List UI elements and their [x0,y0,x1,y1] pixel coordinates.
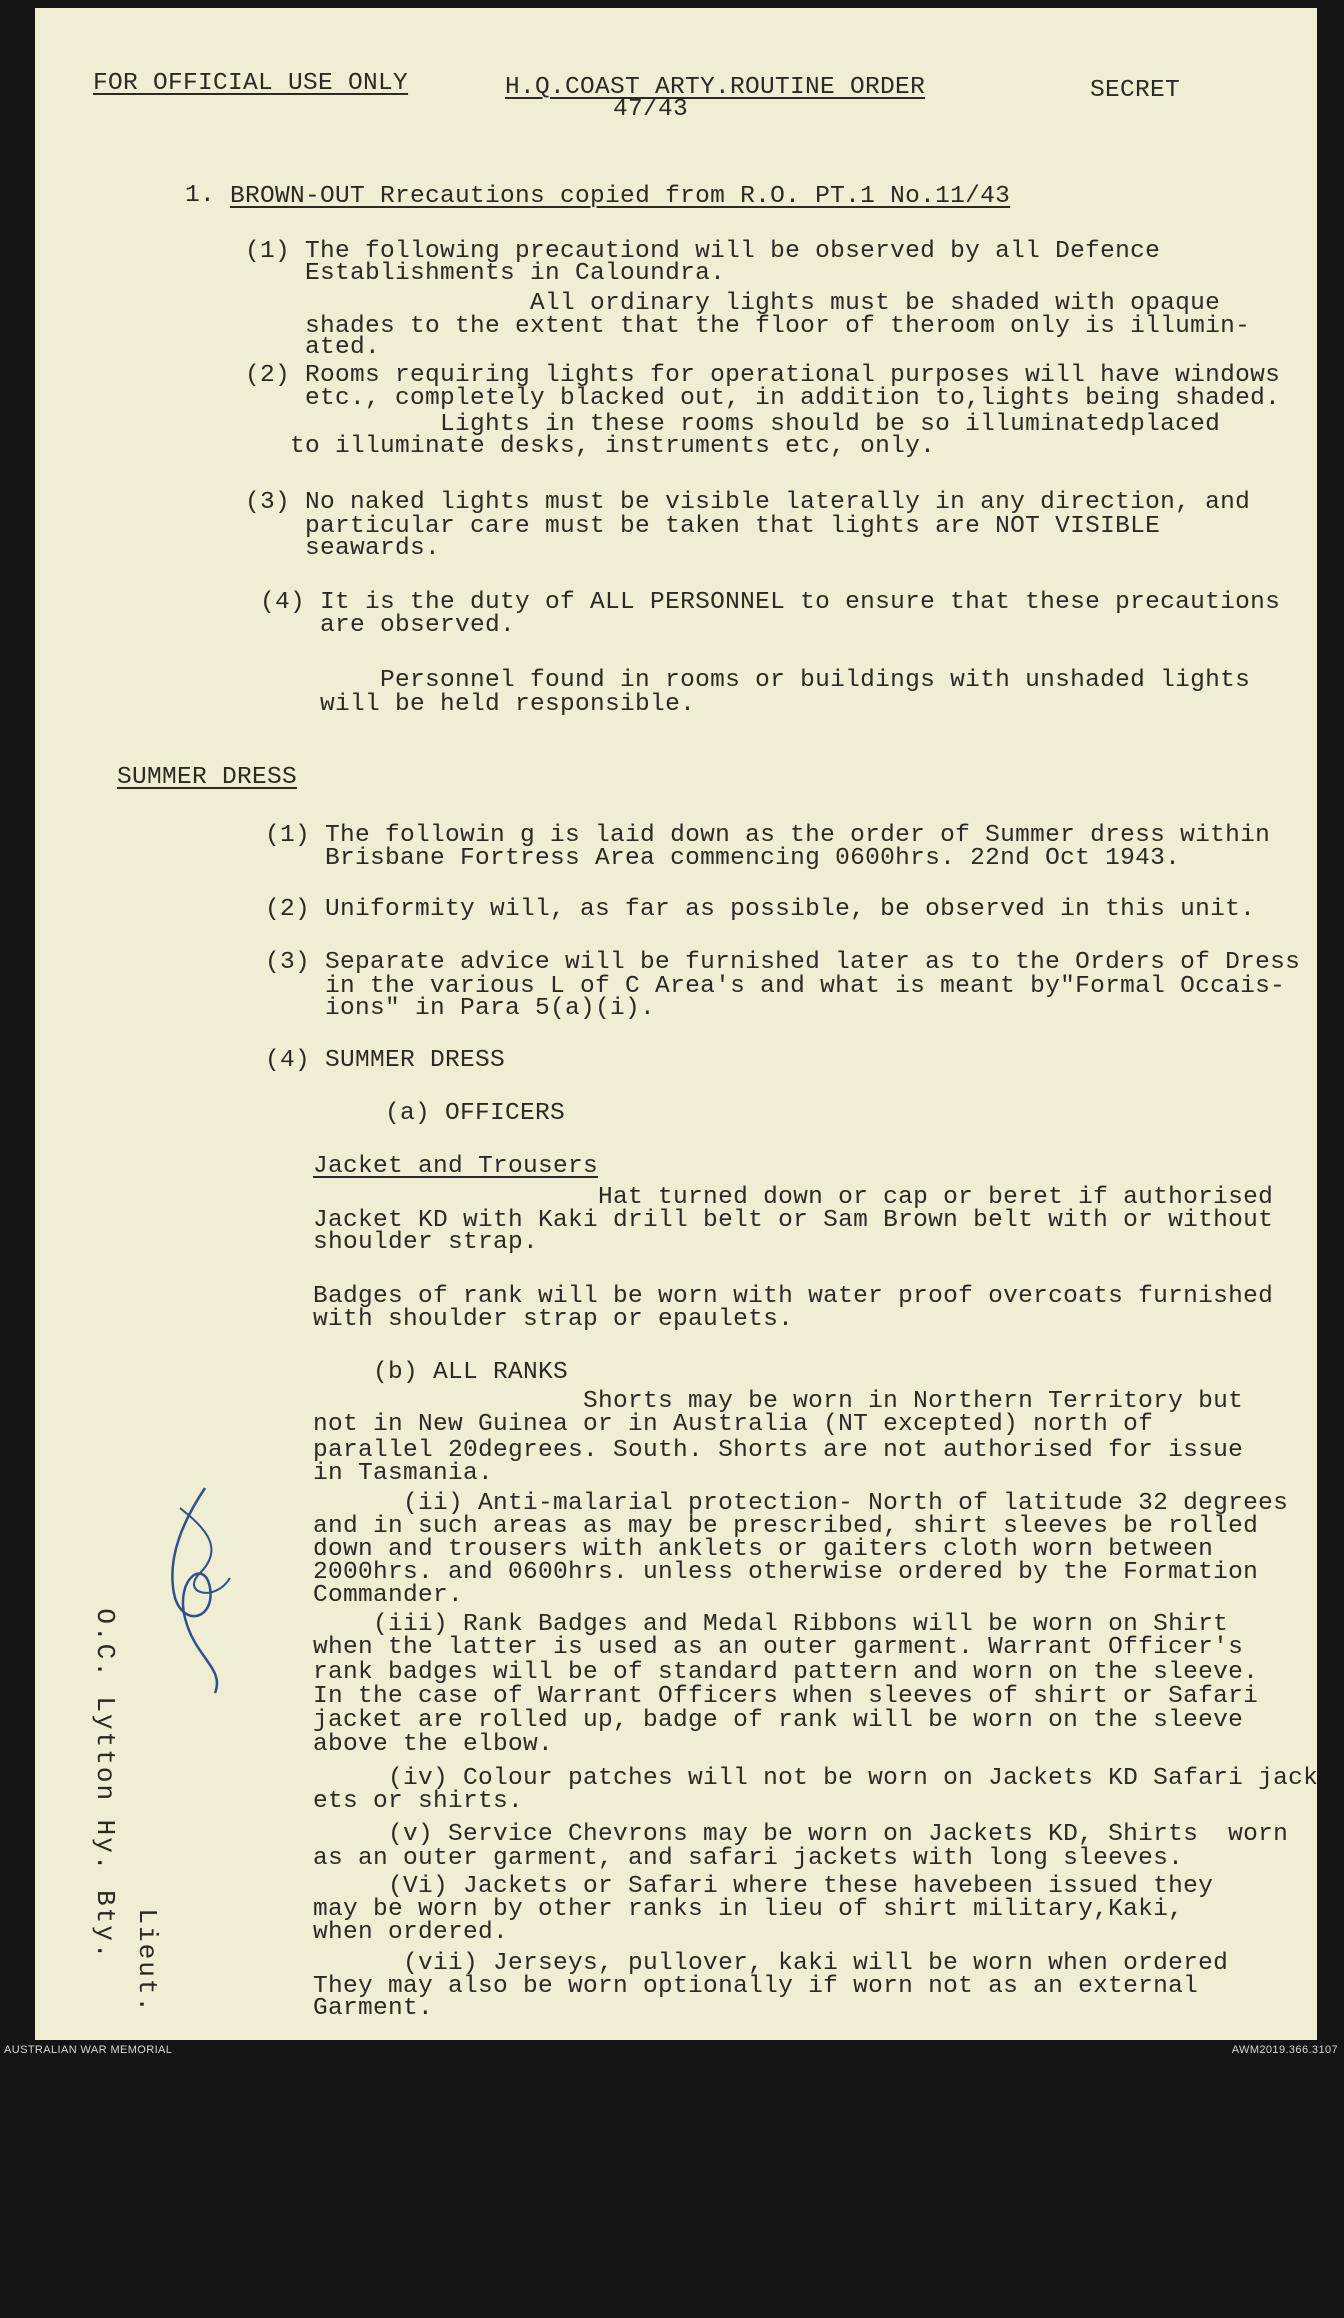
text-line: Garment. [313,1995,434,2022]
text-line: Establishments in Caloundra. [245,260,726,287]
text-line: when ordered. [313,1919,509,1946]
header-routine-order: H.Q.COAST ARTY.ROUTINE ORDER [505,74,926,101]
text-line: (3) Separate advice will be furnished later as to the Orders of Dress [265,949,1301,976]
text-line: etc., completely blacked out, in addition to,lights being shaded. [245,385,1281,412]
text-line: Lights in these rooms should be so illuminatedplaced [245,411,1221,438]
text-line: shoulder strap. [313,1229,539,1256]
text-line: are observed. [260,612,516,639]
text-line: seawards. [245,535,441,562]
text-line: (2) Uniformity will, as far as possible, be observed in this unit. [265,896,1256,923]
text-line: They may also be worn optionally if worn not as an external [313,1973,1199,2000]
text-line: with shoulder strap or epaulets. [313,1306,794,1333]
text-line: down and trousers with anklets or gaiters cloth worn between [313,1536,1214,1563]
document-page [35,8,1317,2040]
text-line: Hat turned down or cap or beret if authorised [313,1184,1274,1211]
text-line: Jacket KD with Kaki drill belt or Sam Brown belt with or without [313,1207,1274,1234]
text-line: In the case of Warrant Officers when sleeves of shirt or Safari [313,1683,1259,1710]
text-line: Badges of rank will be worn with water proof overcoats furnished [313,1283,1274,1310]
text-line: (iii) Rank Badges and Medal Ribbons will be worn on Shirt [313,1611,1229,1638]
signature-line: O.C. Lytton Hy. Bty. [90,1608,120,1961]
text-line: ets or shirts. [313,1788,524,1815]
section-title: BROWN-OUT Rrecautions copied from R.O. PT.1 No.11/43 [230,183,1011,210]
text-line: Commander. [313,1582,464,1609]
text-line: (1) The followin g is laid down as the order of Summer dress within [265,822,1271,849]
text-line: ated. [245,334,381,361]
header-secret: SECRET [1090,77,1181,104]
subsection-officers: (a) OFFICERS [265,1100,566,1127]
text-line: (v) Service Chevrons may be worn on Jackets KD, Shirts worn [313,1821,1289,1848]
text-line: 2000hrs. and 0600hrs. unless otherwise ordered by the Formation [313,1559,1259,1586]
subsection-summer-dress: (4) SUMMER DRESS [265,1047,506,1074]
footer-accession: AWM2019.366.3107 [1231,2044,1338,2056]
text-line: in Tasmania. [313,1460,494,1487]
text-line: rank badges will be of standard pattern and worn on the sleeve. [313,1659,1259,1686]
text-line: Brisbane Fortress Area commencing 0600hrs. 22nd Oct 1943. [265,845,1181,872]
text-line: parallel 20degrees. South. Shorts are not authorised for issue [313,1437,1244,1464]
jacket-trousers-heading: Jacket and Trousers [313,1153,599,1180]
text-line: (3) No naked lights must be visible laterally in any direction, and [245,489,1251,516]
footer-source: AUSTRALIAN WAR MEMORIAL [4,2044,173,2056]
subsection-all-ranks: (b) ALL RANKS [313,1359,569,1386]
text-line: as an outer garment, and safari jackets with long sleeves. [313,1845,1184,1872]
text-line: not in New Guinea or in Australia (NT excepted) north of [313,1411,1154,1438]
text-line: shades to the extent that the floor of theroom only is illumin- [245,313,1251,340]
signature-rank-vertical [132,1838,192,2318]
text-line: (Vi) Jackets or Safari where these havebeen issued they [313,1873,1214,1900]
signature-rank: Lieut. [132,1908,162,2015]
text-line: All ordinary lights must be shaded with opaque [245,290,1221,317]
header-order-number: 47/43 [613,96,689,123]
text-line: in the various L of C Area's and what is meant by"Formal Occais- [265,973,1286,1000]
text-line: (iv) Colour patches will not be worn on Jackets KD Safari jack [313,1765,1319,1792]
text-line: Shorts may be worn in Northern Territory but [313,1388,1244,1415]
text-line: (ii) Anti-malarial protection- North of latitude 32 degrees [313,1490,1289,1517]
text-line: (4) It is the duty of ALL PERSONNEL to ensure that these precautions [260,589,1281,616]
summer-dress-heading: SUMMER DRESS [117,764,298,791]
text-line: may be worn by other ranks in lieu of shirt military,Kaki, [313,1896,1184,1923]
text-line: ions" in Para 5(a)(i). [265,995,656,1022]
text-line: Personnel found in rooms or buildings with unshaded lights [260,667,1251,694]
text-line: will be held responsible. [260,691,696,718]
text-line: when the latter is used as an outer garment. Warrant Officer's [313,1634,1244,1661]
text-line: (2) Rooms requiring lights for operational purposes will have windows [245,362,1281,389]
text-line: to illuminate desks, instruments etc, only. [245,433,936,460]
section-number: 1. [185,182,216,209]
text-line: and in such areas as may be prescribed, shirt sleeves be rolled [313,1513,1259,1540]
text-line: (1) The following precautiond will be observed by all Defence [245,238,1161,265]
header-official-use: FOR OFFICIAL USE ONLY [93,70,409,97]
text-line: particular care must be taken that lights are NOT VISIBLE [245,513,1161,540]
text-line: jacket are rolled up, badge of rank will be worn on the sleeve [313,1707,1244,1734]
text-line: above the elbow. [313,1731,554,1758]
text-line: (vii) Jerseys, pullover, kaki will be worn when ordered [313,1950,1229,1977]
signature-scribble [145,1478,265,1708]
